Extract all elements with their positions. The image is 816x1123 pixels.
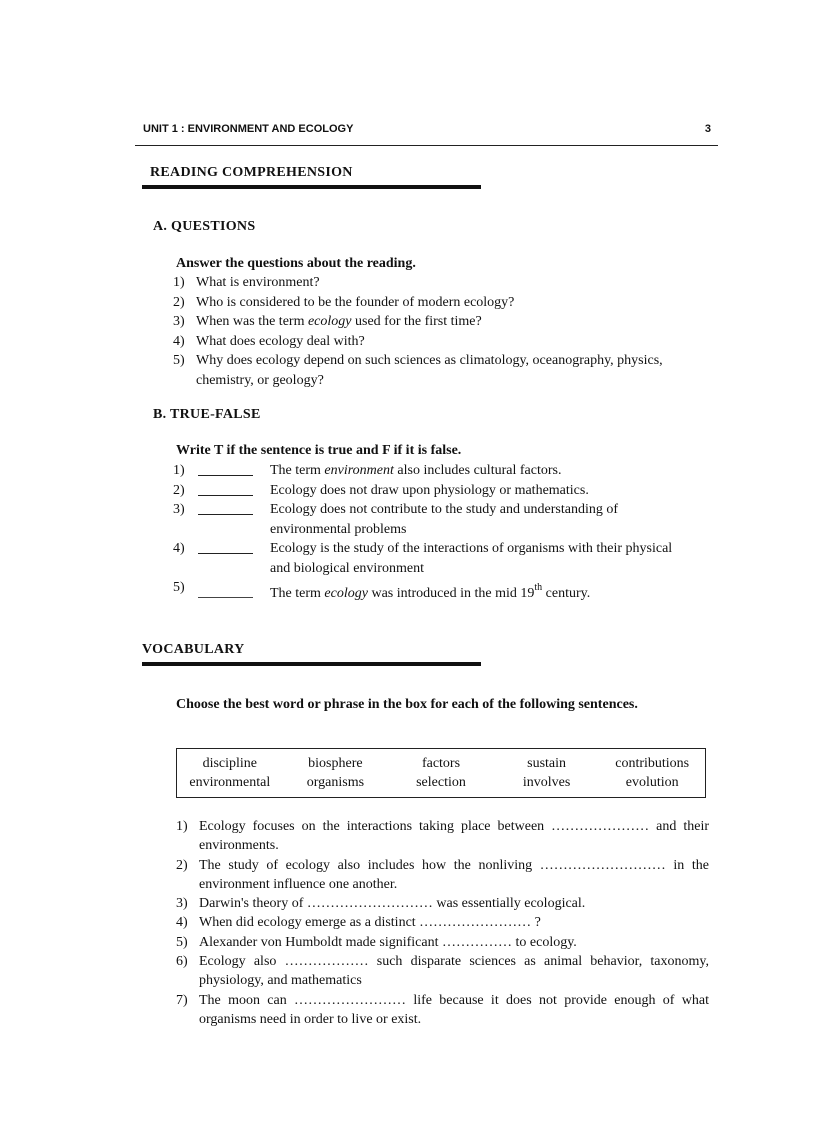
word-box-table [177, 754, 705, 792]
question-item: 2) Who is considered to be the founder of modern ecology? [173, 294, 515, 310]
true-false-item: 1) The term environment also includes cultural factors. [173, 463, 562, 478]
vocabulary-instruction: Choose the best word or phrase in the box for each of the following sentences. [176, 697, 638, 712]
questions-instruction: Answer the questions about the reading. [176, 256, 416, 271]
reading-title-bar [142, 185, 481, 189]
question-item: 1) What is environment? [173, 275, 320, 290]
question-item: 4) What does ecology deal with? [173, 333, 365, 349]
question-item: 5) Why does ecology depend on such sciences as climatology, oceanography, physics, chemistry, or geology? [173, 353, 663, 388]
true-false-item: 4) Ecology is the study of the interactions of organisms with their physical and biological environment [173, 541, 673, 576]
vocabulary-title-bar [142, 662, 481, 666]
word-box-row [177, 773, 705, 792]
vocabulary-sentences [176, 817, 709, 1029]
sentence-item: 2) The study of ecology also includes how the nonliving ……………………… in the environment influence one another. [176, 857, 709, 892]
vocabulary-title: VOCABULARY [142, 642, 245, 657]
question-item: 3) When was the term ecology used for the first time? [173, 314, 482, 329]
header-rule [135, 145, 718, 146]
questions-title: A. QUESTIONS [153, 219, 256, 234]
running-header [143, 123, 711, 137]
true-false-item: 2) Ecology does not draw upon physiology or mathematics. [173, 482, 589, 498]
word-cell: evolution [625, 775, 679, 790]
true-false-list [173, 461, 693, 604]
sentence-item: 3) Darwin's theory of ……………………… was essentially ecological. [176, 896, 586, 912]
page-number: 3 [704, 123, 711, 135]
word-cell: contributions [615, 756, 690, 771]
true-false-item: 3) Ecology does not contribute to the study and understanding of environmental problems [173, 502, 618, 537]
true-false-item: 5) The term ecology was introduced in the mid 19th century. [173, 580, 591, 601]
answer-blank[interactable] [198, 514, 253, 515]
reading-comprehension-title: READING COMPREHENSION [150, 165, 353, 180]
sentence-item: 4) When did ecology emerge as a distinct …………………… ? [176, 915, 541, 931]
answer-blank[interactable] [198, 597, 253, 598]
answer-blank[interactable] [198, 475, 253, 476]
unit-title: UNIT 1 : ENVIRONMENT AND ECOLOGY [143, 123, 354, 135]
true-false-instruction: Write T if the sentence is true and F if it is false. [176, 443, 462, 458]
word-cell: discipline [202, 756, 258, 771]
word-cell: environmental [189, 775, 271, 790]
word-box-row [177, 754, 705, 773]
sentence-item: 1) Ecology focuses on the interactions taking place between ………………… and their environments. [176, 819, 709, 854]
sentence-item: 7) The moon can …………………… life because it does not provide enough of what organisms need in order to live or exist. [176, 992, 709, 1027]
word-cell: biosphere [308, 756, 363, 771]
word-cell: organisms [306, 775, 365, 790]
answer-blank[interactable] [198, 495, 253, 496]
questions-list [173, 273, 693, 390]
word-cell: selection [416, 775, 466, 790]
word-cell: involves [522, 775, 571, 790]
word-cell: factors [421, 756, 461, 771]
sentence-item: 5) Alexander von Humboldt made significant …………… to ecology. [176, 934, 577, 950]
word-cell: sustain [527, 756, 567, 771]
sentence-item: 6) Ecology also ……………… such disparate sciences as animal behavior, taxonomy, physiology, and mathematics [176, 954, 709, 989]
answer-blank[interactable] [198, 553, 253, 554]
true-false-title: B. TRUE-FALSE [153, 407, 261, 422]
word-box [176, 748, 706, 798]
